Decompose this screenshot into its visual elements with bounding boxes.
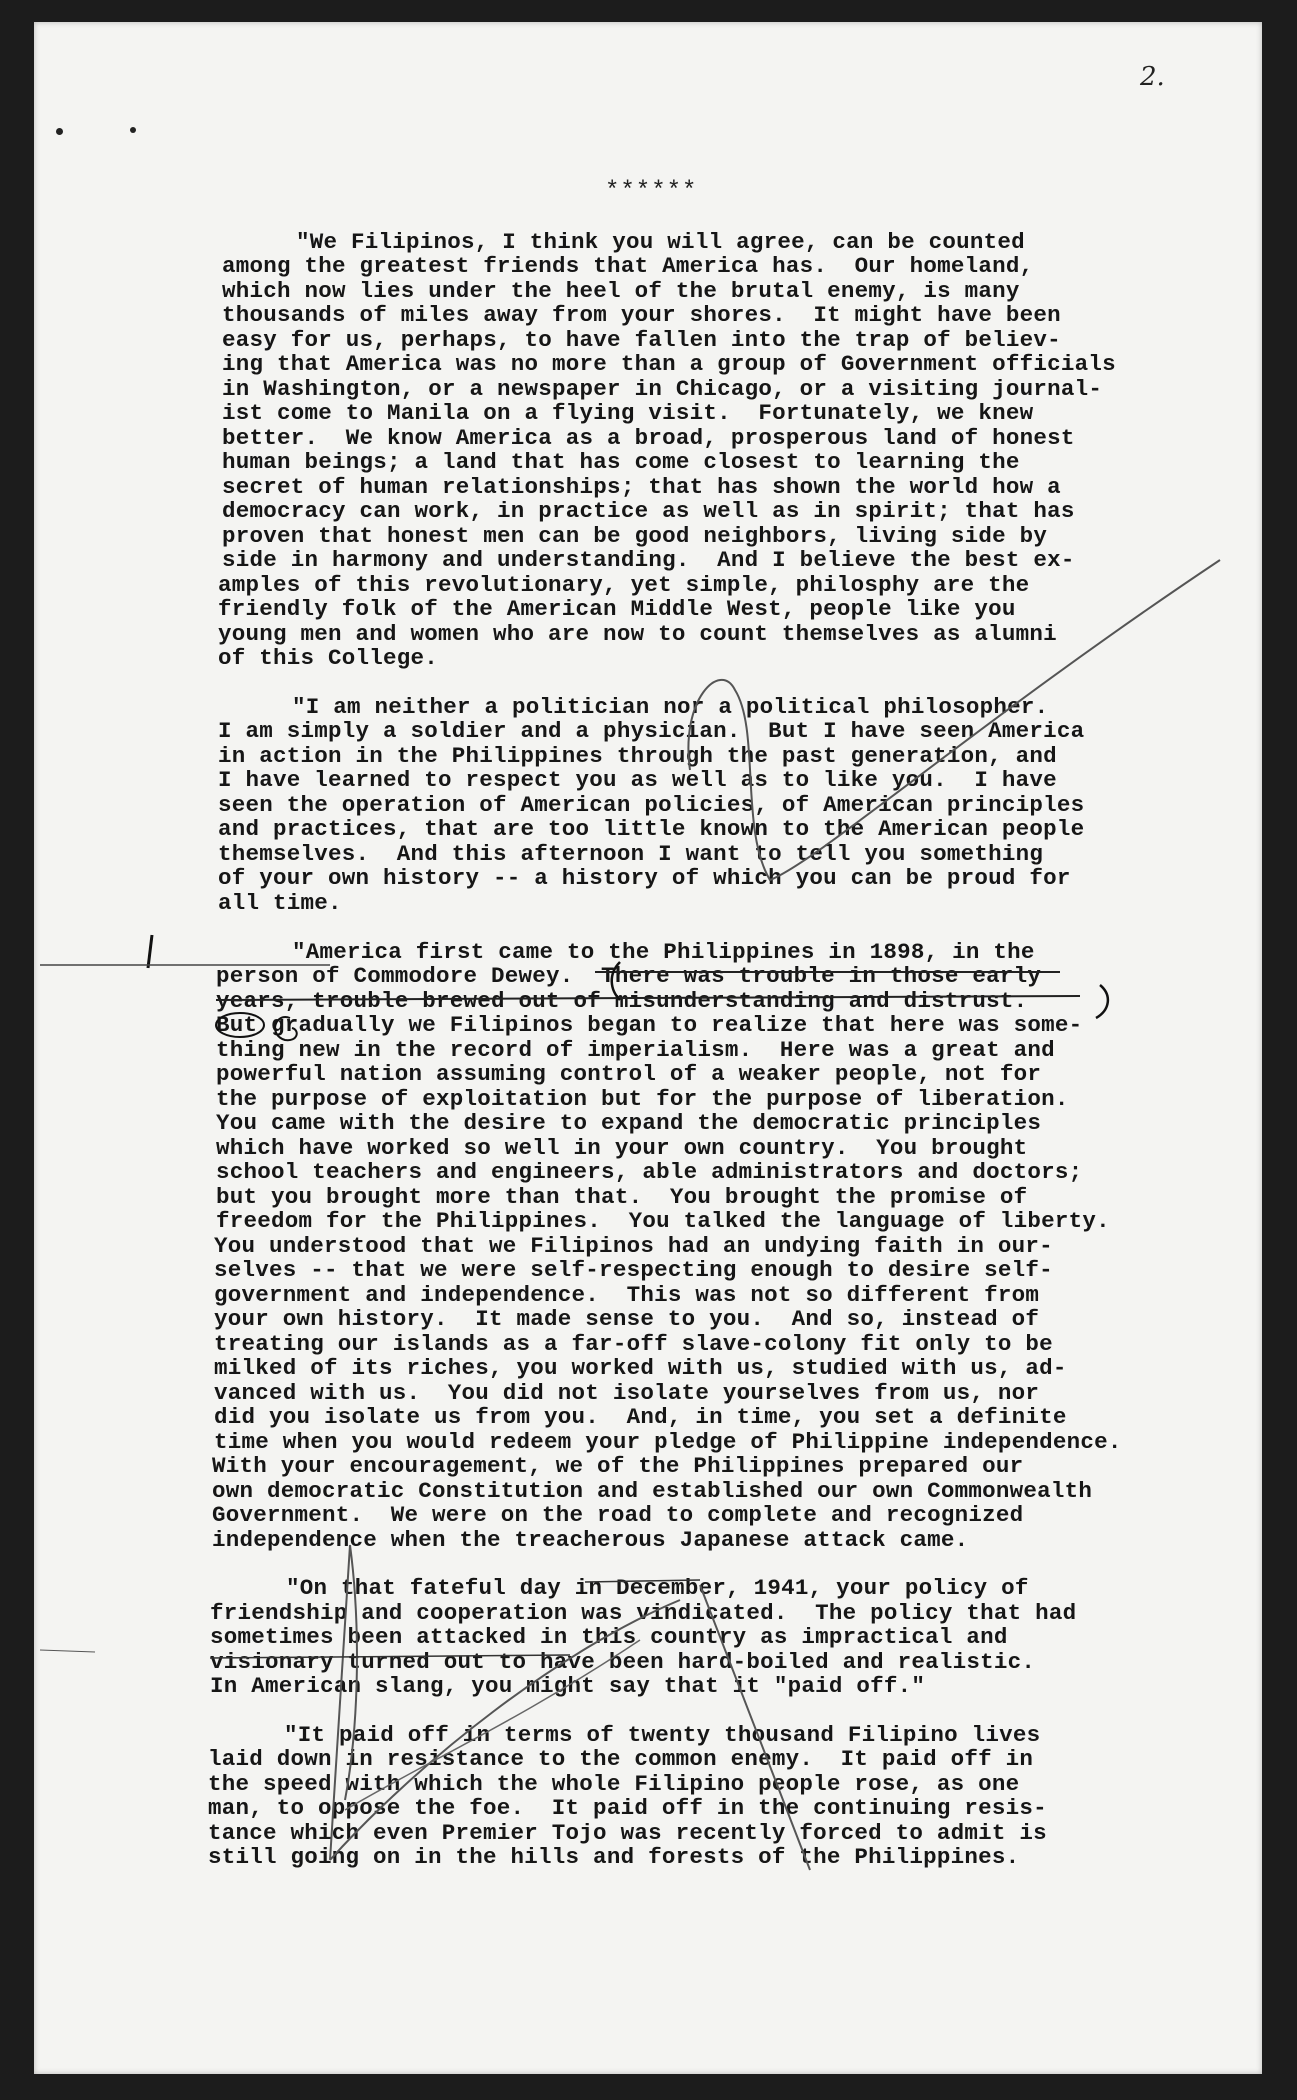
text-line: better. We know America as a broad, prosperous land of honest [222,425,1075,451]
text-line: With your encouragement, we of the Philippines prepared our [212,1453,1024,1479]
text-line: easy for us, perhaps, to have fallen into the trap of believ- [222,327,1061,353]
text-line: democracy can work, in practice as well as in spirit; that has [222,498,1075,524]
text-line: friendship and cooperation was vindicated. The policy that had [210,1600,1077,1626]
text-line: young men and women who are now to count themselves as alumni [218,621,1057,647]
text-line: sometimes been attacked in this country as impractical and [210,1624,1008,1650]
text-line: I am simply a soldier and a physician. But I have seen America [218,718,1085,744]
text-line: thousands of miles away from your shores. It might have been [222,302,1061,328]
text-line: the speed with which the whole Filipino people rose, as one [208,1771,1020,1797]
text-line: government and independence. This was not so different from [214,1282,1040,1308]
text-line: secret of human relationships; that has shown the world how a [222,474,1061,500]
text-line: You came with the desire to expand the democratic principles [216,1110,1042,1136]
text-line: still going on in the hills and forests of the Philippines. [208,1844,1020,1870]
text-line: which have worked so well in your own country. You brought [216,1135,1028,1161]
text-line: person of Commodore Dewey. There was trouble in those early [216,963,1042,989]
text-line: themselves. And this afternoon I want to tell you something [218,841,1044,867]
text-line: tance which even Premier Tojo was recently forced to admit is [208,1820,1047,1846]
text-line: "On that fateful day in December, 1941, your policy of [286,1575,1029,1601]
text-line: powerful nation assuming control of a weaker people, not for [216,1061,1042,1087]
text-line: thing new in the record of imperialism. Here was a great and [216,1037,1055,1063]
text-line: own democratic Constitution and established our own Commonwealth [212,1478,1093,1504]
text-line: your own history. It made sense to you. And so, instead of [214,1306,1040,1332]
text-line: freedom for the Philippines. You talked the language of liberty. [216,1208,1110,1234]
text-line: treating our islands as a far-off slave-colony fit only to be [214,1331,1053,1357]
text-line: in Washington, or a newspaper in Chicago, or a visiting journal- [222,376,1103,402]
text-line: independence when the treacherous Japanese attack came. [212,1527,969,1553]
text-line: did you isolate us from you. And, in time, you set a definite [214,1404,1067,1430]
text-line: and practices, that are too little known to the American people [218,816,1085,842]
text-line: "It paid off in terms of twenty thousand Filipino lives [284,1722,1041,1748]
text-line: "We Filipinos, I think you will agree, can be counted [296,229,1025,255]
text-line: But gradually we Filipinos began to realize that here was some- [216,1012,1083,1038]
text-line: amples of this revolutionary, yet simple, philosphy are the [218,572,1030,598]
text-line: milked of its riches, you worked with us, studied with us, ad- [214,1355,1067,1381]
text-line: I have learned to respect you as well as to like you. I have [218,767,1057,793]
text-line: but you brought more than that. You brought the promise of [216,1184,1028,1210]
text-line: of your own history -- a history of which you can be proud for [218,865,1071,891]
text-line: time when you would redeem your pledge of Philippine independence. [214,1429,1122,1455]
text-line: ing that America was no more than a group of Government officials [222,351,1116,377]
text-line: side in harmony and understanding. And I believe the best ex- [222,547,1075,573]
text-line: of this College. [218,645,439,671]
text-line: in action in the Philippines through the past generation, and [218,743,1057,769]
text-line: Government. We were on the road to complete and recognized [212,1502,1024,1528]
text-line: human beings; a land that has come closest to learning the [222,449,1020,475]
text-line: You understood that we Filipinos had an undying faith in our- [214,1233,1053,1259]
text-line: all time. [218,890,342,916]
section-separator: ****** [605,178,698,205]
text-line: man, to oppose the foe. It paid off in the continuing resis- [208,1795,1047,1821]
text-line: "America first came to the Philippines in 1898, in the [292,939,1035,965]
text-line: ist come to Manila on a flying visit. Fortunately, we knew [222,400,1034,426]
text-line: the purpose of exploitation but for the purpose of liberation. [216,1086,1069,1112]
text-line: years, trouble brewed out of misunderstanding and distrust. [216,988,1028,1014]
text-line: vanced with us. You did not isolate yourselves from us, nor [214,1380,1040,1406]
text-line: seen the operation of American policies, of American principles [218,792,1085,818]
text-line: friendly folk of the American Middle West, people like you [218,596,1016,622]
text-line: laid down in resistance to the common enemy. It paid off in [208,1746,1034,1772]
text-line: which now lies under the heel of the brutal enemy, is many [222,278,1020,304]
page-number: 2. [1140,62,1165,92]
text-line: school teachers and engineers, able administrators and doctors; [216,1159,1083,1185]
text-line: "I am neither a politician nor a political philosopher. [292,694,1049,720]
text-line: visionary turned out to have been hard-boiled and realistic. [210,1649,1036,1675]
text-line: among the greatest friends that America has. Our homeland, [222,253,1034,279]
text-line: selves -- that we were self-respecting enough to desire self- [214,1257,1053,1283]
text-line: In American slang, you might say that it "paid off." [210,1673,926,1699]
text-line: proven that honest men can be good neighbors, living side by [222,523,1048,549]
